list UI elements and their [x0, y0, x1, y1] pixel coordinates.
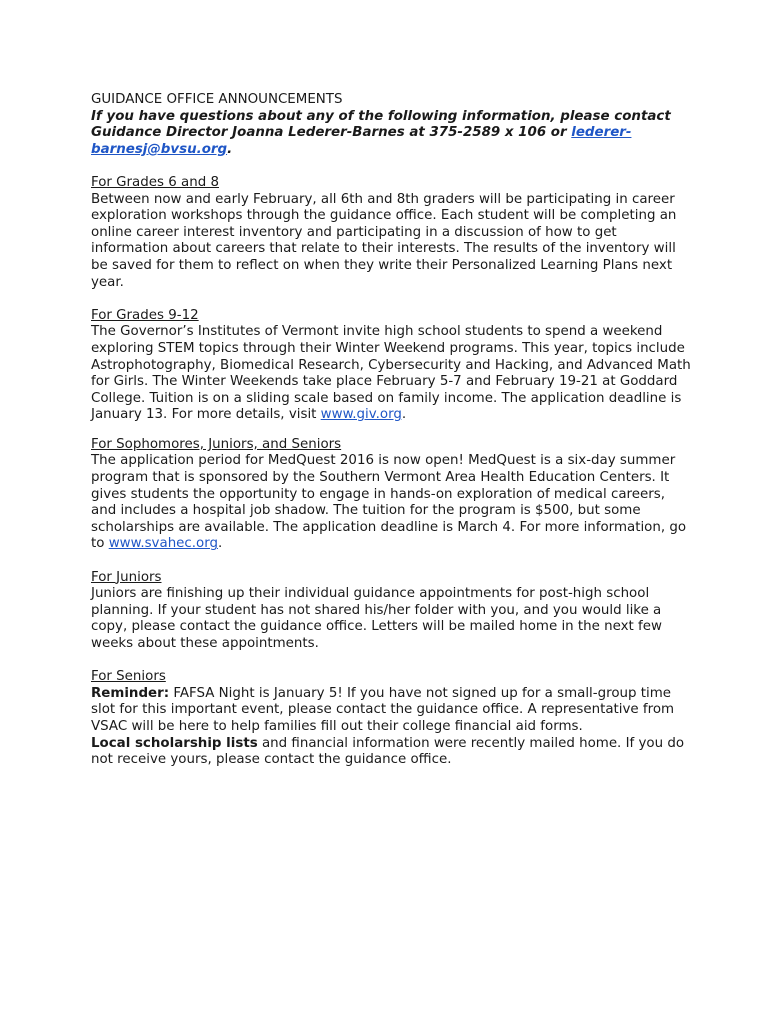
section-body-end: .	[218, 536, 223, 552]
announcement-content	[91, 92, 691, 769]
section-juniors	[91, 570, 691, 653]
reminder-paragraph	[91, 686, 691, 736]
section-body	[91, 453, 691, 553]
contact-intro	[91, 109, 691, 159]
section-sophomores-juniors-seniors	[91, 437, 691, 553]
section-body	[91, 324, 691, 424]
document-title: GUIDANCE OFFICE ANNOUNCEMENTS	[91, 92, 343, 107]
scholarship-label: Local scholarship lists	[91, 735, 258, 751]
reminder-text: FAFSA Night is January 5! If you have not signed up for a small-group time slot for this important event, please contact the guidance office. A representative from VSAC will be here to help families fill out their college financial aid forms.	[91, 685, 675, 734]
giv-link[interactable]: www.giv.org	[320, 407, 402, 423]
contact-intro-end: .	[227, 141, 233, 157]
section-grades-9-12	[91, 308, 691, 424]
section-body-text: The Governor’s Institutes of Vermont invite high school students to spend a weekend exploring STEM topics through their Winter Weekend programs. This year, topics include Astrophotography, Biomedical Research, Cybersecurity and Hacking, and Advanced Math for Girls. The Winter Weekends take place February 5-7 and February 19-21 at Goddard College. Tuition is on a sliding scale based on family income. The application deadline is January 13. For more details, visit	[91, 324, 691, 423]
section-body: Juniors are finishing up their individual guidance appointments for post-high school planning. If your student has not shared his/her folder with you, and you would like a copy, please contact the guidance office. Letters will be mailed home in the next few weeks about these appointments.	[91, 586, 662, 651]
section-body-end: .	[401, 407, 407, 423]
section-grades-6-8	[91, 175, 691, 291]
scholarship-text: and financial information were recently mailed home. If you do not receive yours, please contact the guidance office.	[91, 735, 685, 768]
contact-intro-text: If you have questions about any of the following information, please contact Guidance Director Joanna Lederer-Barnes at 375-2589 x 106 or	[91, 108, 671, 141]
svahec-link[interactable]: www.svahec.org	[108, 536, 218, 552]
section-heading: For Grades 6 and 8	[91, 174, 219, 190]
section-heading: For Juniors	[91, 569, 162, 585]
section-heading: For Seniors	[91, 669, 166, 685]
reminder-label: Reminder:	[91, 685, 170, 701]
section-body: Between now and early February, all 6th and 8th graders will be participating in career exploration workshops through the guidance office. Each student will be completing an online career interest inventory and participating in a discussion of how to get information about careers that relate to their interests. The results of the inventory will be saved for them to reflect on when they write their Personalized Learning Plans next year.	[91, 191, 677, 290]
section-heading: For Sophomores, Juniors, and Seniors	[91, 436, 342, 452]
section-heading: For Grades 9-12	[91, 307, 199, 323]
section-body-text: The application period for MedQuest 2016 is now open! MedQuest is a six-day summer program that is sponsored by the Southern Vermont Area Health Education Centers. It gives students the opportunity to engage in hands-on exploration of medical careers, and includes a hospital job shadow. The tuition for the program is $500, but some scholarships are available. The application deadline is March 4. For more information, go to	[91, 453, 687, 552]
contact-email-link[interactable]: lederer-barnesj@bvsu.org	[91, 125, 632, 157]
section-seniors	[91, 669, 691, 769]
scholarship-paragraph	[91, 736, 691, 769]
